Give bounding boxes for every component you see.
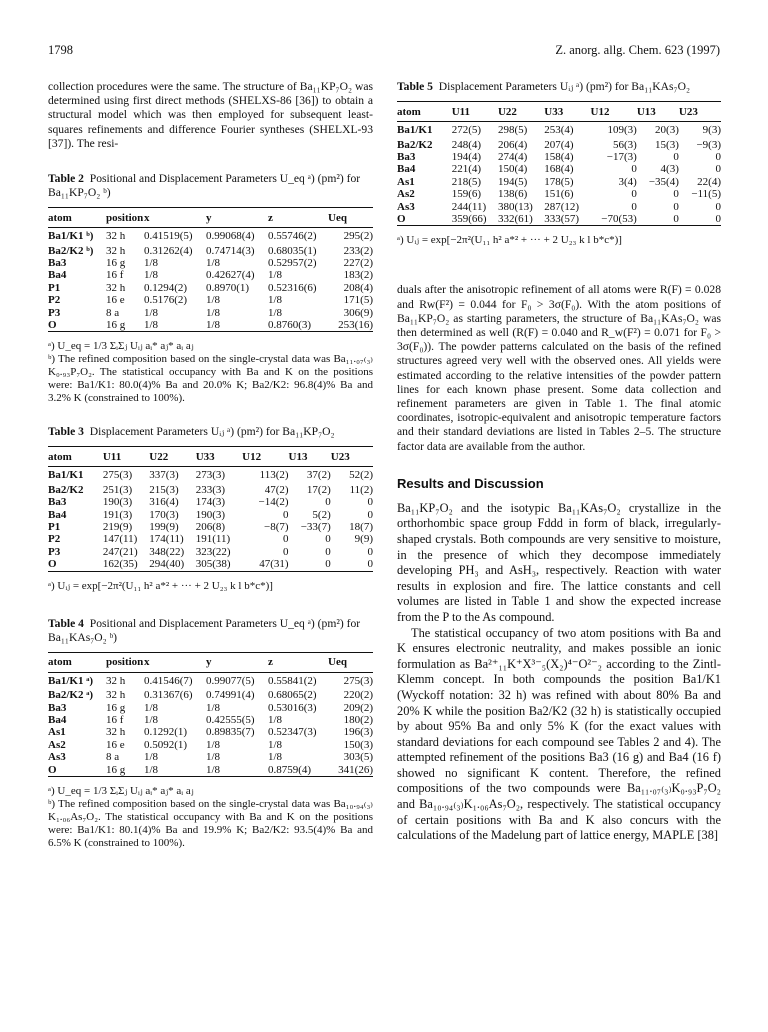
value-cell: 341(26) (338, 763, 373, 776)
value-cell: 337(3) (149, 469, 179, 482)
value-cell: 333(57) (544, 212, 580, 225)
atom-cell: Ba2/K2 ᵃ) (48, 689, 94, 702)
value-cell: 190(3) (195, 508, 226, 521)
table-3-title: Table 3 Displacement Parameters Uᵢⱼ ᵃ) (pm²) for Ba₁₁KP₇O₂ (48, 425, 335, 439)
value-cell: 0 (631, 200, 637, 213)
value-cell: 16 f (106, 269, 124, 282)
value-cell: 0 (325, 545, 331, 558)
value-cell: 1/8 (144, 701, 159, 714)
column-header: U23 (330, 450, 350, 463)
table-row (48, 496, 373, 508)
value-cell: 32 h (106, 726, 126, 739)
value-cell: 0.99068(4) (206, 230, 255, 243)
table-2 (48, 172, 373, 405)
value-cell: 0.42627(4) (206, 269, 255, 282)
value-cell: 209(2) (343, 701, 373, 714)
atom-cell: Ba2/K2 (397, 138, 433, 151)
value-cell: 196(3) (343, 726, 373, 739)
table-4 (48, 617, 373, 850)
value-cell: 194(5) (497, 175, 528, 188)
value-cell: 194(4) (451, 150, 482, 163)
value-cell: 168(4) (544, 163, 574, 176)
atom-cell: Ba1/K1 (397, 124, 433, 137)
table-2-grid (48, 207, 373, 332)
column-header: atom (48, 656, 72, 669)
value-cell: 1/8 (144, 318, 159, 331)
value-cell: 0.8759(4) (268, 763, 312, 776)
value-cell: 0 (283, 545, 289, 558)
value-cell: 316(4) (149, 496, 179, 509)
column-header: U11 (451, 105, 471, 118)
atom-cell: O (48, 763, 57, 776)
value-cell: 0 (715, 150, 721, 163)
table-4-footnote-b: ᵇ) The refined composition based on the single-crystal data was Ba₁₀.₉₄₍₃₎K₁.₀₆As₇O₂. The statistical occupancy with Ba and K on the positions were: Ba1/K1: 80.1(4)% Ba and 19.9% K; Ba2/K2: 93.5(4)% Ba and 6.5% K (constrained to 100%). (48, 798, 373, 850)
value-cell: 1/8 (206, 751, 221, 764)
table-row (48, 751, 373, 763)
value-cell: 47(31) (259, 558, 289, 571)
value-cell: 17(2) (306, 483, 331, 496)
column-header: U13 (288, 450, 308, 463)
column-header: U22 (149, 450, 169, 463)
value-cell: 32 h (106, 230, 126, 243)
value-cell: 303(5) (343, 751, 373, 764)
value-cell: 1/8 (144, 306, 159, 319)
value-cell: 306(9) (343, 306, 373, 319)
atom-cell: Ba3 (48, 256, 67, 269)
value-cell: 0.8760(3) (268, 318, 312, 331)
column-header: x (144, 211, 150, 224)
value-cell: 150(4) (497, 163, 528, 176)
value-cell: 0 (673, 150, 679, 163)
value-cell: 18(7) (349, 521, 373, 534)
atom-cell: P2 (48, 533, 61, 546)
column-header: z (268, 656, 273, 669)
value-cell: 0 (631, 188, 637, 201)
value-cell: 1/8 (206, 306, 221, 319)
value-cell: 0 (325, 533, 331, 546)
value-cell: 11(2) (349, 483, 373, 496)
value-cell: 294(40) (149, 558, 185, 571)
column-header: y (206, 656, 212, 669)
value-cell: 0.8970(1) (206, 281, 250, 294)
value-cell: 218(5) (451, 175, 482, 188)
value-cell: −11(5) (691, 188, 721, 201)
table-row (48, 484, 373, 496)
atom-cell: Ba1/K1 (48, 469, 84, 482)
column-header: Ueq (328, 211, 347, 224)
value-cell: 272(5) (451, 124, 482, 137)
value-cell: −8(7) (264, 521, 289, 534)
table-row (48, 672, 373, 689)
results-paragraph-1: Ba₁₁KP₇O₂ and the isotypic Ba₁₁KAs₇O₂ crystallize in the orthorhombic space group Fddd in form of black, irregularly-shaped crystals. Both compounds are very sensitive to moisture, in the presence of which they decompose immediately developing PH₃ and AsH₃, respectively. Reaction with water results in explosion and fire. The lattice constants and cell volumes are listed in Table 1 and show the expected increase from the P to the As compound. (397, 500, 721, 624)
table-row (48, 726, 373, 738)
column-header: Ueq (328, 656, 347, 669)
value-cell: 215(3) (149, 483, 179, 496)
value-cell: 162(35) (102, 558, 138, 571)
intro-paragraph: collection procedures were the same. The structure of Ba₁₁KP₇O₂ was determined using first direct methods (SHELXS-86 [36]) to obtain a structural model which was then employed for subsequent least-squares refinements and difference Fourier syntheses (SHELXL-93 [37]). The resi- (48, 80, 373, 150)
table-row (48, 509, 373, 521)
table-3-grid (48, 446, 373, 571)
table-row (48, 257, 373, 269)
value-cell: 16 g (106, 318, 126, 331)
value-cell: 174(3) (195, 496, 226, 509)
value-cell: 16 e (106, 738, 125, 751)
table-row (397, 139, 721, 151)
table-row (397, 151, 721, 163)
column-header: atom (48, 211, 72, 224)
value-cell: 0 (715, 200, 721, 213)
atom-cell: Ba3 (48, 496, 67, 509)
value-cell: 0 (283, 508, 289, 521)
column-header: U33 (544, 105, 564, 118)
value-cell: 32 h (106, 281, 126, 294)
value-cell: 233(3) (195, 483, 226, 496)
value-cell: 191(11) (195, 533, 231, 546)
table-5-footnote-a: ᵃ) Uᵢⱼ = exp[−2π²(U₁₁ h² a*² + ··· + 2 U₂₃ k l b*c*)] (397, 234, 622, 247)
value-cell: 0.42555(5) (206, 714, 255, 727)
value-cell: 1/8 (144, 763, 159, 776)
value-cell: 158(4) (544, 150, 574, 163)
value-cell: 348(22) (149, 545, 185, 558)
value-cell: 253(16) (338, 318, 373, 331)
value-cell: 0.52347(3) (268, 726, 317, 739)
atom-cell: O (397, 212, 406, 225)
value-cell: 138(6) (497, 188, 528, 201)
atom-cell: P2 (48, 294, 61, 307)
value-cell: 199(9) (149, 521, 179, 534)
value-cell: 1/8 (268, 714, 283, 727)
value-cell: 0.74991(4) (206, 689, 255, 702)
column-header: U33 (195, 450, 215, 463)
column-header: x (144, 656, 150, 669)
atom-cell: As3 (48, 751, 66, 764)
value-cell: 0 (325, 496, 331, 509)
value-cell: 1/8 (268, 294, 283, 307)
value-cell: 15(3) (655, 138, 679, 151)
value-cell: 274(4) (497, 150, 528, 163)
value-cell: 32 h (106, 689, 126, 702)
value-cell: 191(3) (102, 508, 133, 521)
value-cell: 0 (367, 496, 373, 509)
value-cell: 16 e (106, 294, 125, 307)
atom-cell: As3 (397, 200, 415, 213)
value-cell: 1/8 (144, 714, 159, 727)
table-row (48, 269, 373, 281)
section-heading: Results and Discussion (397, 475, 544, 491)
value-cell: 171(5) (343, 294, 373, 307)
column-header: U12 (590, 105, 610, 118)
value-cell: 9(9) (354, 533, 373, 546)
value-cell: 1/8 (206, 256, 221, 269)
value-cell: 32 h (106, 244, 126, 257)
value-cell: 5(2) (312, 508, 331, 521)
table-3 (48, 425, 373, 592)
value-cell: 305(38) (195, 558, 231, 571)
value-cell: 147(11) (102, 533, 138, 546)
results-paragraph-2: The statistical occupancy of two atom positions with Ba and K ensures electronic neutrality, and makes possible an ionic formulation as Ba²⁺₁₁K⁺X³⁻₅(X₂)⁴⁻O²⁻₂ according to the Zintl-Klemm concept. In both compounds the position Ba1/K1 (Wyckoff notation: 32 h) was refined with about 80% Ba and 20% K while the position Ba2/K2 (32 h) is statistically occupied by about 95% Ba and only 5% K (for the exact values with standard deviations for each compound see Tables 2 and 4). The attempted refinement of the positions Ba3 (16 g) and Ba4 (16 f) showed no significant K content. Therefore, the refined compositions of the two compounds were Ba₁₁.₀₇₍₃₎K₀.₉₃P₇O₂ and Ba₁₀.₉₄₍₃₎K₁.₀₆As₇O₂, respectively. The statistical occupancy of certain positions with Ba and K also concurs with the calculations of the Madelung part of lattice energy, MAPLE [38] (397, 625, 721, 843)
value-cell: 221(4) (451, 163, 482, 176)
value-cell: 4(3) (660, 163, 679, 176)
atom-cell: Ba1/K1 ᵃ) (48, 674, 94, 687)
atom-cell: As2 (397, 188, 415, 201)
value-cell: 174(11) (149, 533, 184, 546)
value-cell: 1/8 (268, 751, 283, 764)
atom-cell: Ba3 (397, 150, 416, 163)
table-row (48, 307, 373, 319)
value-cell: 247(21) (102, 545, 138, 558)
atom-cell: Ba4 (48, 714, 67, 727)
value-cell: 0.55841(2) (268, 674, 317, 687)
value-cell: 178(5) (544, 175, 574, 188)
value-cell: 206(8) (195, 521, 226, 534)
value-cell: 52(2) (349, 469, 373, 482)
value-cell: 227(2) (343, 256, 373, 269)
value-cell: 1/8 (206, 294, 221, 307)
table-row (397, 213, 721, 226)
column-header: U22 (497, 105, 517, 118)
value-cell: 0.1292(1) (144, 726, 188, 739)
value-cell: 0 (631, 163, 637, 176)
column-header: position (106, 211, 144, 224)
value-cell: 219(9) (102, 521, 133, 534)
table-5 (397, 80, 721, 247)
value-cell: 359(66) (451, 212, 487, 225)
value-cell: 251(3) (102, 483, 133, 496)
table-row (48, 521, 373, 533)
atom-cell: O (48, 558, 57, 571)
value-cell: 9(3) (702, 124, 721, 137)
value-cell: 220(2) (343, 689, 373, 702)
table-header-row (48, 652, 373, 672)
value-cell: −70(53) (601, 212, 637, 225)
table-2-footnote-a: ᵃ) U_eq = 1/3 ΣᵢΣⱼ Uᵢⱼ aᵢ* aⱼ* aᵢ aⱼ (48, 340, 194, 353)
value-cell: 1/8 (206, 738, 221, 751)
page-header (48, 43, 720, 59)
column-header: z (268, 211, 273, 224)
value-cell: 16 g (106, 256, 126, 269)
column-header: y (206, 211, 212, 224)
table-row (397, 122, 721, 139)
value-cell: −17(3) (606, 150, 637, 163)
value-cell: 380(13) (497, 200, 533, 213)
value-cell: 113(2) (259, 469, 289, 482)
value-cell: 1/8 (206, 701, 221, 714)
value-cell: 0.41519(5) (144, 230, 193, 243)
value-cell: 109(3) (607, 124, 637, 137)
value-cell: 0.74714(3) (206, 244, 255, 257)
residuals-paragraph: duals after the anisotropic refinement of all atoms were R(F) = 0.028 and Rw(F²) = 0.044 for F₀ > 3σ(F₀). With the atom positions of Ba₁₁KP₇O₂ as starting parameters, the structure of Ba₁₁KAs₇O₂ was then determined as well (R(F) = 0.040 and R_w(F²) = 0.071 for F₀ > 3σ(F₀)). The powder patterns calculated on the basis of the refined structures agreed very well with the observed ones. All yields were estimated according to the relative intensities of the powder pattern lines for each known phase present. Some data collection and refinement parameters are given in Table 1. The final atomic coordinates, isotropic-equivalent and anisotropic temperature factors and their standard deviations are listed in Tables 2–5. The structure factor data are available from the author. (397, 283, 721, 453)
value-cell: 190(3) (102, 496, 133, 509)
value-cell: 208(4) (343, 281, 373, 294)
value-cell: 295(2) (343, 230, 373, 243)
atom-cell: Ba2/K2 (48, 483, 84, 496)
value-cell: −35(4) (648, 175, 679, 188)
table-4-grid (48, 652, 373, 777)
value-cell: 37(2) (306, 469, 331, 482)
value-cell: 0.89835(7) (206, 726, 255, 739)
table-row (48, 228, 373, 245)
atom-cell: Ba2/K2 ᵇ) (48, 244, 94, 257)
value-cell: 0.55746(2) (268, 230, 317, 243)
table-row (48, 558, 373, 571)
table-2-title: Table 2 Positional and Displacement Parameters U_eq ᵃ) (pm²) for Ba₁₁KP₇O₂ ᵇ) (48, 172, 361, 200)
atom-cell: P3 (48, 306, 61, 319)
table-header-row (48, 447, 373, 467)
column-header: atom (48, 450, 72, 463)
value-cell: 1/8 (268, 306, 283, 319)
table-row (397, 201, 721, 213)
value-cell: 47(2) (264, 483, 289, 496)
value-cell: 0.68065(2) (268, 689, 317, 702)
atom-cell: P1 (48, 281, 61, 294)
value-cell: 8 a (106, 751, 120, 764)
table-4-footnote-a: ᵃ) U_eq = 1/3 ΣᵢΣⱼ Uᵢⱼ aᵢ* aⱼ* aᵢ aⱼ (48, 785, 194, 798)
page-number: 1798 (48, 43, 73, 57)
value-cell: 32 h (106, 674, 126, 687)
value-cell: 1/8 (268, 738, 283, 751)
value-cell: 20(3) (655, 124, 679, 137)
atom-cell: Ba4 (397, 163, 416, 176)
column-header: U12 (242, 450, 262, 463)
table-row (48, 294, 373, 306)
value-cell: 0 (715, 212, 721, 225)
value-cell: 0.52316(6) (268, 281, 317, 294)
table-header-row (48, 208, 373, 228)
table-row (48, 739, 373, 751)
value-cell: 170(3) (149, 508, 179, 521)
value-cell: 298(5) (497, 124, 528, 137)
value-cell: 248(4) (451, 138, 482, 151)
value-cell: 287(12) (544, 200, 580, 213)
table-row (48, 764, 373, 777)
value-cell: 16 g (106, 763, 126, 776)
atom-cell: As1 (48, 726, 66, 739)
value-cell: 0.5176(2) (144, 294, 188, 307)
value-cell: 0.68035(1) (268, 244, 317, 257)
value-cell: 0 (367, 558, 373, 571)
value-cell: 1/8 (268, 269, 283, 282)
journal-reference: Z. anorg. allg. Chem. 623 (1997) (555, 43, 720, 57)
table-row (48, 714, 373, 726)
table-row (48, 319, 373, 332)
value-cell: 180(2) (343, 714, 373, 727)
value-cell: 16 f (106, 714, 124, 727)
value-cell: 0.41546(7) (144, 674, 193, 687)
value-cell: 159(6) (451, 188, 482, 201)
atom-cell: As1 (397, 175, 415, 188)
value-cell: 244(11) (451, 200, 487, 213)
atom-cell: Ba1/K1 ᵇ) (48, 230, 94, 243)
value-cell: 0.99077(5) (206, 674, 255, 687)
value-cell: 0 (715, 163, 721, 176)
value-cell: 275(3) (102, 469, 133, 482)
value-cell: 0 (673, 200, 679, 213)
value-cell: 16 g (106, 701, 126, 714)
value-cell: 3(4) (618, 175, 637, 188)
table-row (48, 546, 373, 558)
table-row (48, 245, 373, 257)
table-row (48, 467, 373, 484)
value-cell: 323(22) (195, 545, 231, 558)
atom-cell: P1 (48, 521, 61, 534)
table-2-footnote-b: ᵇ) The refined composition based on the single-crystal data was Ba₁₁.₀₇₍₃₎K₀.₉₃P₇O₂. The statistical occupancy with Ba and K on the positions were: Ba1/K1: 80.0(4)% Ba and 20.0% K; Ba2/K2: 96.8(4)% Ba and 3.2% K (constrained to 100%). (48, 353, 373, 405)
table-5-title: Table 5 Displacement Parameters Uᵢⱼ ᵃ) (pm²) for Ba₁₁KAs₇O₂ (397, 80, 690, 93)
column-header: position (106, 656, 144, 669)
value-cell: 0 (325, 558, 331, 571)
table-3-footnote-a: ᵃ) Uᵢⱼ = exp[−2π²(U₁₁ h² a*² + ··· + 2 U₂₃ k l b*c*)] (48, 579, 273, 592)
atom-cell: Ba3 (48, 701, 67, 714)
value-cell: 332(61) (497, 212, 533, 225)
value-cell: 1/8 (206, 763, 221, 776)
value-cell: 0 (673, 188, 679, 201)
column-header: U13 (636, 105, 656, 118)
atom-cell: Ba4 (48, 508, 67, 521)
left-column (48, 80, 373, 850)
value-cell: 0.31367(6) (144, 689, 193, 702)
table-header-row (397, 102, 721, 122)
table-row (397, 163, 721, 175)
table-4-title: Table 4 Positional and Displacement Parameters U_eq ᵃ) (pm²) for Ba₁₁KAs₇O₂ ᵇ) (48, 616, 361, 644)
column-header: U23 (678, 105, 698, 118)
atom-cell: O (48, 318, 57, 331)
value-cell: 1/8 (206, 318, 221, 331)
atom-cell: As2 (48, 738, 66, 751)
value-cell: 0.52957(2) (268, 256, 317, 269)
value-cell: 1/8 (144, 269, 159, 282)
column-header: atom (397, 105, 421, 118)
table-row (48, 282, 373, 294)
right-column (397, 80, 721, 844)
value-cell: 1/8 (144, 751, 159, 764)
table-5-grid (397, 101, 721, 226)
value-cell: 273(3) (195, 469, 226, 482)
value-cell: 150(3) (343, 738, 373, 751)
value-cell: 0.5092(1) (144, 738, 188, 751)
value-cell: 1/8 (144, 256, 159, 269)
value-cell: 22(4) (697, 175, 721, 188)
value-cell: 56(3) (612, 138, 637, 151)
value-cell: 206(4) (497, 138, 528, 151)
value-cell: 0.31262(4) (144, 244, 193, 257)
atom-cell: P3 (48, 545, 61, 558)
value-cell: −14(2) (258, 496, 289, 509)
value-cell: 0.1294(2) (144, 281, 188, 294)
value-cell: −33(7) (300, 521, 331, 534)
column-header: U11 (102, 450, 122, 463)
value-cell: 0 (673, 212, 679, 225)
table-row (48, 533, 373, 545)
value-cell: 0.53016(3) (268, 701, 317, 714)
value-cell: 253(4) (544, 124, 574, 137)
value-cell: 0 (283, 533, 289, 546)
table-row (48, 689, 373, 701)
value-cell: 233(2) (343, 244, 373, 257)
value-cell: 0 (367, 545, 373, 558)
value-cell: 151(6) (544, 188, 574, 201)
value-cell: 207(4) (544, 138, 574, 151)
value-cell: −9(3) (696, 138, 721, 151)
table-row (48, 702, 373, 714)
value-cell: 275(3) (343, 674, 373, 687)
value-cell: 0 (367, 508, 373, 521)
atom-cell: Ba4 (48, 269, 67, 282)
value-cell: 183(2) (343, 269, 373, 282)
table-row (397, 176, 721, 188)
table-row (397, 188, 721, 200)
value-cell: 8 a (106, 306, 120, 319)
